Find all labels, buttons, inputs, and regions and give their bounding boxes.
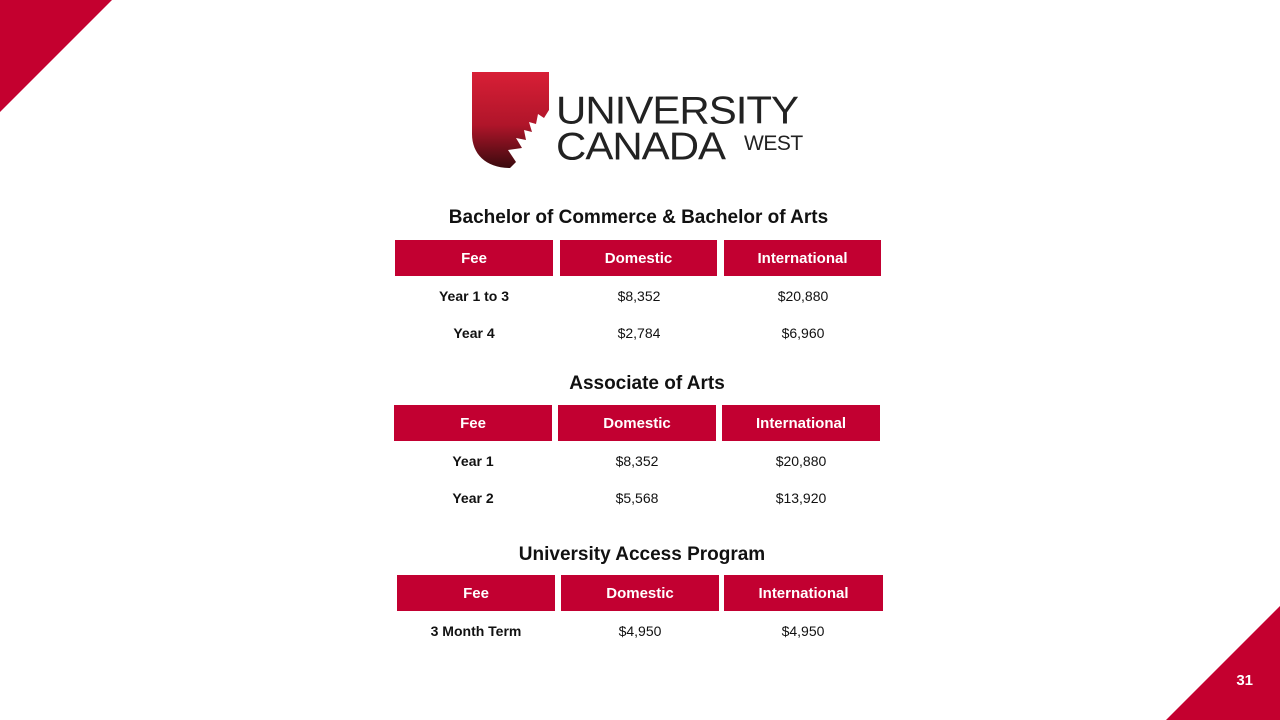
page-number: 31 [1236,672,1253,689]
header-domestic: Domestic [561,575,719,611]
logo-line-1: UNIVERSITY [556,88,799,132]
header-international: International [724,240,881,276]
header-fee: Fee [395,240,553,276]
section-title-access-program: University Access Program [518,544,766,565]
logo-line-2: CANADA [556,124,726,168]
header-domestic: Domestic [558,405,716,441]
section-title-associate: Associate of Arts [569,373,725,394]
header-fee: Fee [394,405,552,441]
row-label: Year 1 to 3 [438,288,510,304]
international-fee: $13,920 [775,490,827,506]
domestic-fee: $8,352 [617,288,661,304]
international-fee: $6,960 [781,325,825,341]
row-label: Year 2 [452,490,494,506]
corner-decoration-top-left [0,0,112,112]
header-fee: Fee [397,575,555,611]
domestic-fee: $8,352 [615,453,659,469]
header-domestic: Domestic [560,240,717,276]
header-international: International [722,405,880,441]
international-fee: $4,950 [781,623,825,639]
logo-suffix: WEST [744,132,803,155]
row-label: Year 4 [453,325,495,341]
domestic-fee: $2,784 [617,325,661,341]
international-fee: $20,880 [777,288,829,304]
university-logo [472,72,812,170]
section-title-bachelor: Bachelor of Commerce & Bachelor of Arts [448,207,829,228]
maple-leaf-shield-icon [472,72,549,168]
header-international: International [724,575,883,611]
corner-decoration-bottom-right [1166,606,1280,720]
international-fee: $20,880 [775,453,827,469]
domestic-fee: $5,568 [615,490,659,506]
row-label: 3 Month Term [430,623,522,639]
domestic-fee: $4,950 [618,623,662,639]
row-label: Year 1 [452,453,494,469]
